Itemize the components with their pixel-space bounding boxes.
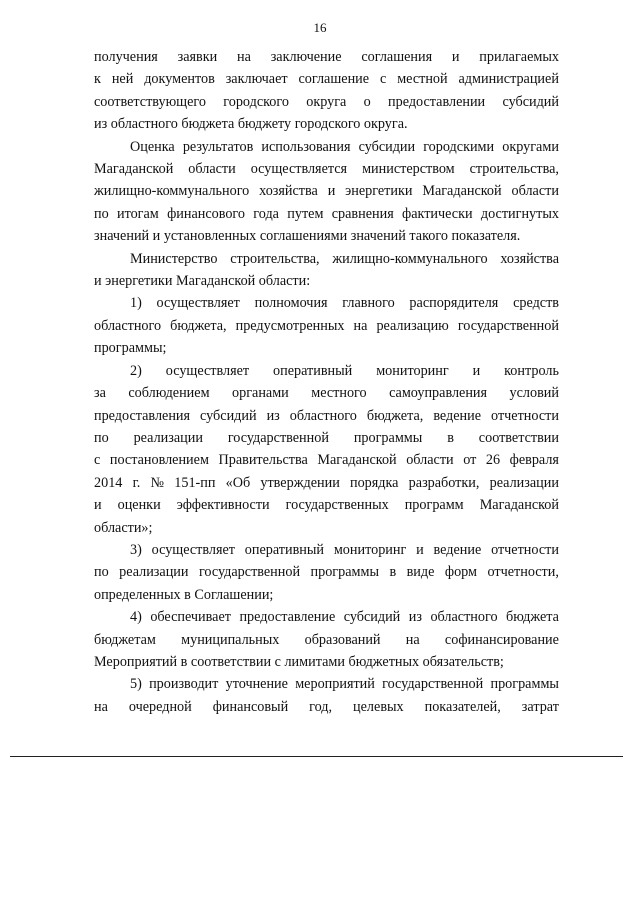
text-line bbox=[94, 629, 559, 651]
word: затрат bbox=[521, 698, 559, 715]
text-line bbox=[94, 472, 559, 494]
word: и bbox=[472, 362, 481, 379]
word: из bbox=[266, 407, 280, 424]
paragraph-continuation bbox=[94, 46, 559, 136]
text-line: значений и установленных соглашениями значений такого показателя. bbox=[94, 228, 521, 245]
word: «Об bbox=[225, 474, 251, 491]
text-line bbox=[94, 539, 559, 561]
list-item-2 bbox=[94, 360, 559, 539]
word: городского bbox=[223, 93, 289, 110]
word: распорядителя bbox=[409, 295, 499, 312]
word: 5) bbox=[130, 676, 142, 693]
list-item-4 bbox=[94, 606, 559, 673]
word: о bbox=[363, 93, 371, 110]
word: области bbox=[188, 161, 236, 178]
text-line: из областного бюджета бюджету городского округа. bbox=[94, 116, 408, 133]
word: на bbox=[237, 49, 251, 65]
word: 26 bbox=[485, 452, 501, 469]
word: 4) bbox=[130, 609, 142, 626]
text-line bbox=[94, 561, 559, 583]
word: осуществляет bbox=[156, 295, 240, 312]
text-line bbox=[94, 606, 559, 628]
word: постановлением bbox=[109, 452, 209, 469]
word: разработки, bbox=[408, 474, 480, 491]
word: предоставление bbox=[239, 609, 336, 626]
word: программы bbox=[490, 676, 559, 693]
word: хозяйства bbox=[500, 250, 559, 267]
word: год, bbox=[309, 698, 333, 715]
text-line bbox=[94, 292, 559, 314]
text-line: Мероприятий в соответствии с лимитами бюджетных обязательств; bbox=[94, 653, 504, 670]
paragraph-ministry bbox=[94, 248, 559, 293]
text-line bbox=[94, 91, 559, 113]
word: полномочия bbox=[254, 295, 328, 312]
word: субсидии bbox=[358, 138, 416, 155]
word: мероприятий bbox=[295, 676, 375, 693]
word: ведение bbox=[433, 407, 482, 424]
word: № bbox=[150, 474, 165, 491]
text-line bbox=[94, 46, 559, 68]
text-line bbox=[94, 405, 559, 427]
word: путем bbox=[287, 205, 324, 222]
word: заключает bbox=[225, 71, 288, 88]
word: предоставления bbox=[94, 407, 191, 424]
word: округа bbox=[306, 93, 347, 110]
list-item-1 bbox=[94, 292, 559, 359]
word: самоуправления bbox=[389, 385, 488, 402]
word: бюджета, bbox=[366, 407, 424, 424]
word: министерством bbox=[362, 161, 455, 178]
text-line bbox=[94, 673, 559, 695]
word: органами bbox=[232, 385, 289, 402]
word: очередной bbox=[128, 698, 192, 715]
word: 2014 bbox=[94, 474, 123, 491]
word: оперативный bbox=[273, 362, 353, 379]
word: субсидий bbox=[502, 93, 559, 110]
text-line: области»; bbox=[94, 519, 153, 536]
word: субсидий bbox=[200, 407, 257, 424]
word: прилагаемых bbox=[479, 49, 559, 65]
word: использования bbox=[261, 138, 351, 155]
word: ней bbox=[111, 71, 134, 88]
word: контроль bbox=[504, 362, 559, 379]
word: осуществляет bbox=[165, 362, 250, 379]
word: бюджетам bbox=[94, 631, 156, 648]
word: программ bbox=[404, 497, 464, 514]
text-line bbox=[94, 136, 559, 158]
word: образований bbox=[304, 631, 381, 648]
word: Магаданской bbox=[479, 497, 559, 514]
word: соответствующего bbox=[94, 93, 206, 110]
text-line bbox=[94, 449, 559, 471]
word: государственной bbox=[198, 564, 301, 581]
word: соглашения bbox=[361, 49, 433, 65]
word: в bbox=[389, 564, 397, 581]
word: форм bbox=[444, 564, 478, 581]
word: местного bbox=[311, 385, 367, 402]
word: эффективности bbox=[176, 497, 270, 514]
word: области bbox=[406, 452, 454, 469]
text-line: определенных в Соглашении; bbox=[94, 586, 274, 603]
word: утверждении bbox=[260, 474, 340, 491]
word: предусмотренных bbox=[235, 317, 345, 334]
word: к bbox=[94, 71, 101, 88]
word: строительства, bbox=[469, 161, 559, 178]
word: субсидий bbox=[343, 609, 401, 626]
word: областного bbox=[94, 317, 162, 334]
word: Министерство bbox=[130, 250, 218, 267]
word: отчетности bbox=[491, 407, 559, 424]
word: отчетности bbox=[491, 541, 559, 558]
word: за bbox=[94, 385, 106, 402]
word: Правительства bbox=[218, 452, 308, 469]
word: соблюдением bbox=[128, 385, 210, 402]
word: на bbox=[353, 317, 368, 334]
word: жилищно-коммунального bbox=[94, 183, 250, 200]
list-item-3 bbox=[94, 539, 559, 606]
word: итогам bbox=[116, 205, 159, 222]
footer-divider bbox=[10, 756, 623, 757]
word: областного bbox=[430, 609, 498, 626]
word: финансовый bbox=[212, 698, 289, 715]
word: осуществляет bbox=[151, 541, 235, 558]
word: программы bbox=[310, 564, 379, 581]
word: жилищно-коммунального bbox=[332, 250, 488, 267]
body-text bbox=[94, 46, 559, 718]
word: финансового bbox=[167, 205, 245, 222]
word: получения bbox=[94, 49, 158, 65]
word: и bbox=[94, 497, 102, 514]
word: на bbox=[94, 698, 108, 715]
text-line bbox=[94, 248, 559, 270]
word: государственной bbox=[457, 317, 559, 334]
text-line: программы; bbox=[94, 340, 167, 357]
word: ведение bbox=[433, 541, 482, 558]
word: в bbox=[447, 429, 454, 446]
text-line bbox=[94, 696, 559, 718]
text-line bbox=[94, 427, 559, 449]
word: порядка bbox=[349, 474, 399, 491]
word: муниципальных bbox=[181, 631, 280, 648]
word: средств bbox=[513, 295, 559, 312]
word: из bbox=[408, 609, 422, 626]
word: года bbox=[253, 205, 279, 222]
word: мониторинг bbox=[376, 362, 449, 379]
word: оценки bbox=[117, 497, 161, 514]
word: области bbox=[511, 183, 559, 200]
word: хозяйства bbox=[259, 183, 318, 200]
word: соглашение bbox=[298, 71, 370, 88]
word: и bbox=[451, 49, 460, 65]
word: с bbox=[94, 452, 101, 469]
word: предоставлении bbox=[388, 93, 486, 110]
text-line bbox=[94, 68, 559, 90]
list-item-5 bbox=[94, 673, 559, 718]
word: заявки bbox=[177, 49, 218, 65]
word: по bbox=[94, 564, 109, 581]
text-line bbox=[94, 360, 559, 382]
word: обеспечивает bbox=[150, 609, 231, 626]
word: реализации bbox=[489, 474, 559, 491]
word: виде bbox=[406, 564, 435, 581]
word: 2) bbox=[130, 362, 142, 379]
text-line bbox=[94, 203, 559, 225]
text-line bbox=[94, 158, 559, 180]
word: администрацией bbox=[458, 71, 559, 88]
word: округами bbox=[502, 138, 559, 155]
word: бюджета bbox=[506, 609, 559, 626]
word: сравнения bbox=[331, 205, 394, 222]
word: с bbox=[379, 71, 387, 88]
word: на bbox=[405, 631, 420, 648]
word: мониторинг bbox=[333, 541, 407, 558]
word: 1) bbox=[130, 295, 142, 312]
page-number: 16 bbox=[313, 20, 327, 35]
word: показателей, bbox=[424, 698, 501, 715]
word: соответствии bbox=[478, 429, 559, 446]
word: Оценка bbox=[130, 138, 175, 155]
word: документов bbox=[144, 71, 215, 88]
word: от bbox=[463, 452, 477, 469]
word: энергетики bbox=[345, 183, 413, 200]
word: софинансирование bbox=[444, 631, 559, 648]
text-line bbox=[94, 494, 559, 516]
word: областного bbox=[289, 407, 357, 424]
text-line: и энергетики Магаданской области: bbox=[94, 273, 311, 290]
word: отчетности, bbox=[487, 564, 559, 581]
word: 151-пп bbox=[174, 474, 216, 491]
word: фактически bbox=[402, 205, 473, 222]
word: 3) bbox=[130, 541, 142, 558]
word: уточнение bbox=[225, 676, 288, 693]
text-line bbox=[94, 315, 559, 337]
word: достигнутых bbox=[480, 205, 559, 222]
word: производит bbox=[149, 676, 219, 693]
word: заключение bbox=[270, 49, 342, 65]
word: результатов bbox=[182, 138, 254, 155]
word: по bbox=[94, 429, 109, 446]
word: местной bbox=[397, 71, 448, 88]
word: строительства, bbox=[230, 250, 320, 267]
word: главного bbox=[342, 295, 395, 312]
word: Магаданской bbox=[422, 183, 502, 200]
word: реализацию bbox=[376, 317, 449, 334]
word: реализации bbox=[119, 564, 189, 581]
paragraph-evaluation bbox=[94, 136, 559, 248]
word: оперативный bbox=[244, 541, 325, 558]
text-line bbox=[94, 180, 559, 202]
word: февраля bbox=[509, 452, 559, 469]
word: государственной bbox=[382, 676, 484, 693]
word: Магаданской bbox=[317, 452, 397, 469]
word: и bbox=[416, 541, 424, 558]
word: бюджета, bbox=[170, 317, 227, 334]
text-line bbox=[94, 382, 559, 404]
word: программы bbox=[353, 429, 423, 446]
word: г. bbox=[132, 474, 141, 491]
word: государственной bbox=[227, 429, 329, 446]
word: и bbox=[327, 183, 336, 200]
word: Магаданской bbox=[94, 161, 174, 178]
word: городскими bbox=[423, 138, 495, 155]
word: государственных bbox=[285, 497, 389, 514]
word: условий bbox=[509, 385, 559, 402]
word: реализации bbox=[133, 429, 203, 446]
word: по bbox=[94, 205, 109, 222]
word: целевых bbox=[353, 698, 404, 715]
word: осуществляется bbox=[250, 161, 348, 178]
